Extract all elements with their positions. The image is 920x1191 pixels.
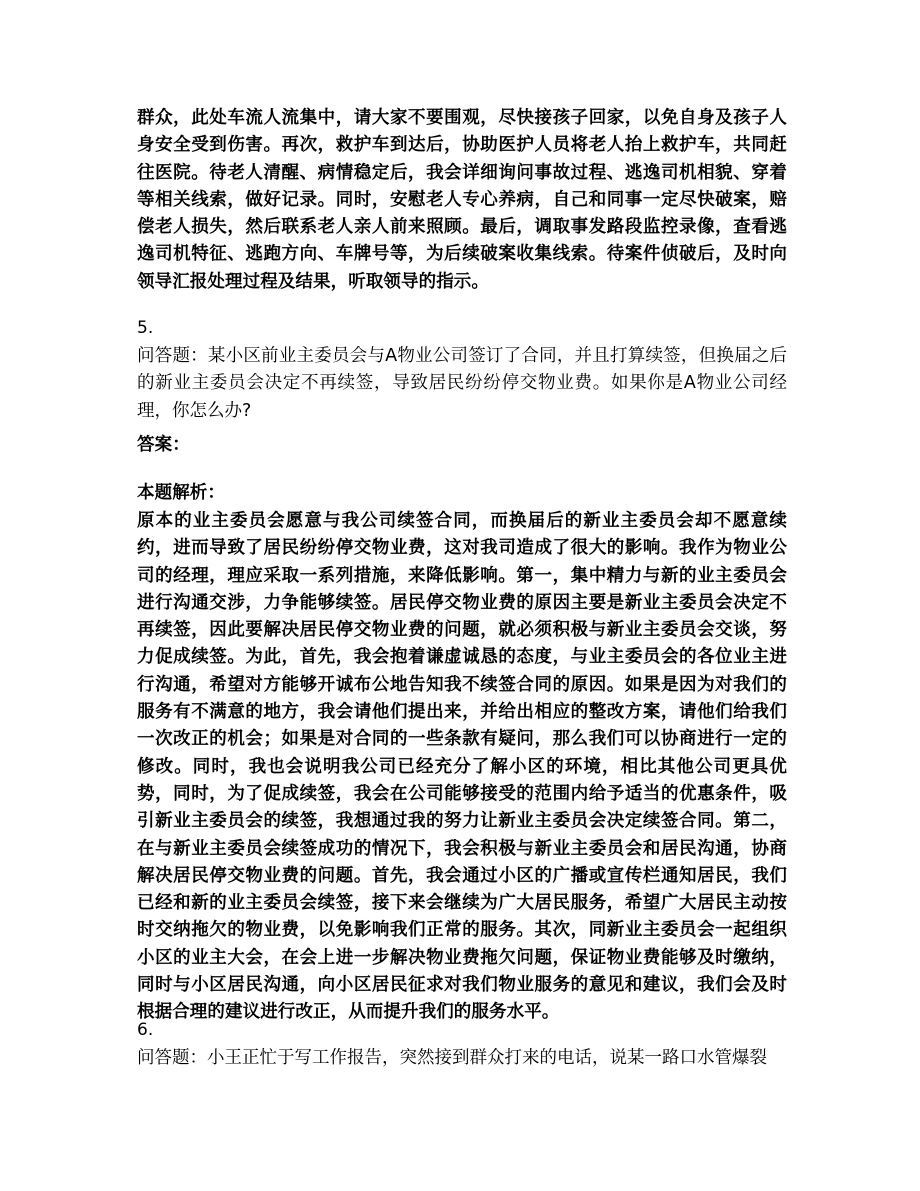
question-6-text: 问答题：小王正忙于写工作报告，突然接到群众打来的电话，说某一路口水管爆裂 xyxy=(137,1048,767,1068)
question-5-answer-label: 答案： xyxy=(137,435,190,455)
question-5-analysis-text: 原本的业主委员会愿意与我公司续签合同，而换届后的新业主委员会却不愿意续约，进而导致了居民纷纷停交物业费，这对我司造成了很大的影响。我作为物业公司的经理，理应采取一系列措施，来降低影响。第一，集中精力与新的业主委员会进行沟通交涉，力争能够续签。居民停交物业费的原因主要是新业主委员会决定不再续签，因此要解决居民停交物业费的问题，就必须积极与新业主委员会交谈，努力促成续签。为此，首先，我会抱着谦虚诚恳的态度，与业主委员会的各位业主进行沟通，希望对方能够开诚布公地告知我不续签合同的原因。如果是因为对我们的服务有不满意的地方，我会请他们提出来，并给出相应的整改方案，请他们给我们一次改正的机会；如果是对合同的一些条款有疑问，那么我们可以协商进行一定的修改。同时，我也会说明我公司已经充分了解小区的环境，相比其他公司更具优势，同时，为了促成续签，我会在公司能够接受的范围内给予适当的优惠条件，吸引新业主委员会的续签，我想通过我的努力让新业主委员会决定续签合同。第二，在与新业主委员会续签成功的情况下，我会积极与新业主委员会和居民沟通，协商解决居民停交物业费的问题。首先，我会通过小区的广播或宣传栏通知居民，我们已经和新的业主委员会续签，接下来会继续为广大居民服务，希望广大居民主动按时交纳拖欠的物业费，以免影响我们正常的服务。其次，同新业主委员会一起组织小区的业主大会，在会上进一步解决物业费拖欠问题，保证物业费能够及时缴纳，同时与小区居民沟通，向小区居民征求对我们物业服务的意见和建议，我们会及时根据合理的建议进行改正，从而提升我们的服务水平。 xyxy=(137,511,787,1023)
question-6-number: 6. xyxy=(137,1020,154,1040)
question-5-number: 5. xyxy=(137,318,154,338)
question-5-analysis-label: 本题解析： xyxy=(137,483,225,503)
intro-paragraph: 群众，此处车流人流集中，请大家不要围观，尽快接孩子回家，以免自身及孩子人身安全受到伤害。再次，救护车到达后，协助医护人员将老人抬上救护车，共同赶往医院。待老人清醒、病情稳定后，我会详细询问事故过程、逃逸司机相貌、穿着等相关线索，做好记录。同时，安慰老人专心养病，自己和同事一定尽快破案，赔偿老人损失，然后联系老人亲人前来照顾。最后，调取事发路段监控录像，查看逃逸司机特征、逃跑方向、车牌号等，为后续破案收集线索。待案件侦破后，及时向领导汇报处理过程及结果，听取领导的指示。 xyxy=(137,108,787,292)
question-5-text: 问答题：某小区前业主委员会与A物业公司签订了合同，并且打算续签，但换届之后的新业主委员会决定不再续签，导致居民纷纷停交物业费。如果你是A物业公司经理，你怎么办? xyxy=(137,346,788,421)
